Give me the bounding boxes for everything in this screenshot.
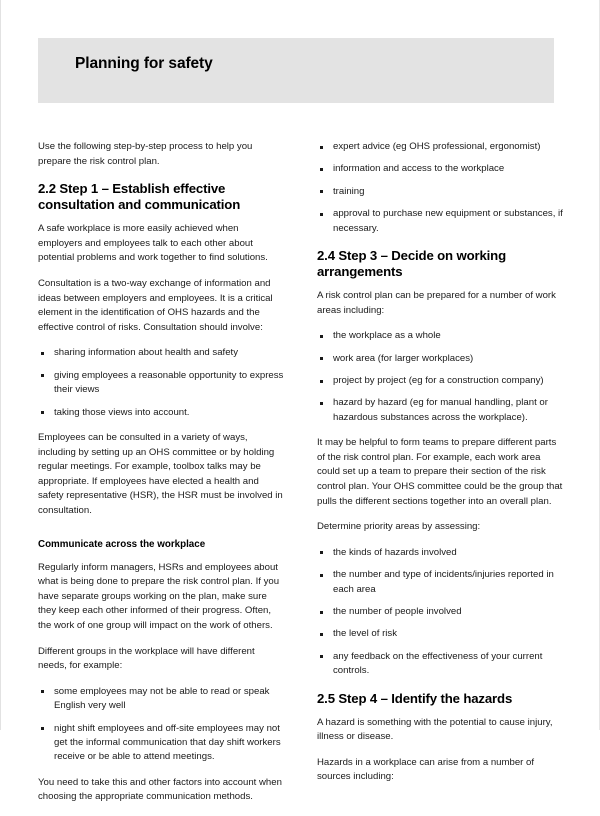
bullet-list xyxy=(317,140,564,236)
bullet-item: information and access to the workplace xyxy=(317,162,564,176)
bullet-item: night shift employees and off-site employees may not get the informal communication that day shift workers receive or be able to attend meetings. xyxy=(38,722,285,765)
bullet-item: project by project (eg for a construction company) xyxy=(317,374,564,388)
bullet-item: taking those views into account. xyxy=(38,406,285,420)
page-header-banner xyxy=(38,38,554,103)
section-heading: 2.5 Step 4 – Identify the hazards xyxy=(317,690,513,706)
bullet-item: the kinds of hazards involved xyxy=(317,546,564,560)
sub-heading: Communicate across the workplace xyxy=(38,538,206,550)
section-heading: 2.2 Step 1 – Establish effective consultation and communication xyxy=(38,181,241,213)
body-paragraph: A hazard is something with the potential to cause injury, illness or disease. xyxy=(317,716,553,743)
bullet-item: any feedback on the effectiveness of your current controls. xyxy=(317,650,564,679)
bullet-list xyxy=(317,329,564,425)
bullet-item: expert advice (eg OHS professional, ergonomist) xyxy=(317,140,564,154)
body-paragraph: A safe workplace is more easily achieved when employers and employees talk to each other about potential problems and work together to find solutions. xyxy=(38,223,268,264)
body-paragraph: You need to take this and other factors into account when choosing the appropriate communication methods. xyxy=(38,776,282,803)
body-paragraph: It may be helpful to form teams to prepare different parts of the risk control plan. For example, each work area could set up a team to prepare their section of the risk control plan. Your OHS committee could be the group that pulls the different sections together into an overall plan. xyxy=(317,437,563,507)
two-column-body xyxy=(38,140,564,816)
bullet-item: the number and type of incidents/injuries reported in each area xyxy=(317,568,564,597)
section-heading: 2.4 Step 3 – Decide on working arrangements xyxy=(317,248,506,280)
bullet-item: the workplace as a whole xyxy=(317,329,564,343)
body-paragraph: Different groups in the workplace will have different needs, for example: xyxy=(38,645,255,672)
bullet-item: the number of people involved xyxy=(317,605,564,619)
right-text-column xyxy=(317,140,564,816)
bullet-item: approval to purchase new equipment or substances, if necessary. xyxy=(317,207,564,236)
left-text-column xyxy=(38,140,285,816)
page-title: Planning for safety xyxy=(75,55,213,72)
body-paragraph: Use the following step-by-step process to help you prepare the risk control plan. xyxy=(38,141,253,167)
bullet-item: sharing information about health and safety xyxy=(38,346,285,360)
bullet-item: the level of risk xyxy=(317,627,564,641)
body-paragraph: A risk control plan can be prepared for a number of work areas including: xyxy=(317,290,556,316)
bullet-list xyxy=(38,685,285,765)
bullet-list xyxy=(38,346,285,420)
body-paragraph: Consultation is a two-way exchange of information and ideas between employers and employees. It is a critical element in the identification of OHS hazards and the effective control of risks. Consultation should involve: xyxy=(38,277,273,333)
bullet-item: training xyxy=(317,185,564,199)
body-paragraph: Determine priority areas by assessing: xyxy=(317,521,481,533)
bullet-list xyxy=(317,546,564,679)
body-paragraph: Hazards in a workplace can arise from a number of sources including: xyxy=(317,756,535,783)
bullet-item: some employees may not be able to read or speak English very well xyxy=(38,685,285,714)
bullet-item: work area (for larger workplaces) xyxy=(317,352,564,366)
bullet-item: hazard by hazard (eg for manual handling, plant or hazardous substances across the workplace). xyxy=(317,396,564,425)
body-paragraph: Regularly inform managers, HSRs and employees about what is being done to prepare the risk control plan. If you have separate groups working on the plan, make sure they keep each other informed of their progress. Often, the work of one group will impact on the work of others. xyxy=(38,561,280,631)
body-paragraph: Employees can be consulted in a variety of ways, including by setting up an OHS committee or by holding regular meetings. For example, toolbox talks may be appropriate. If employees have elected a health and safety representative (HSR), the HSR must be involved in consultation. xyxy=(38,431,283,516)
bullet-item: giving employees a reasonable opportunity to express their views xyxy=(38,369,285,398)
